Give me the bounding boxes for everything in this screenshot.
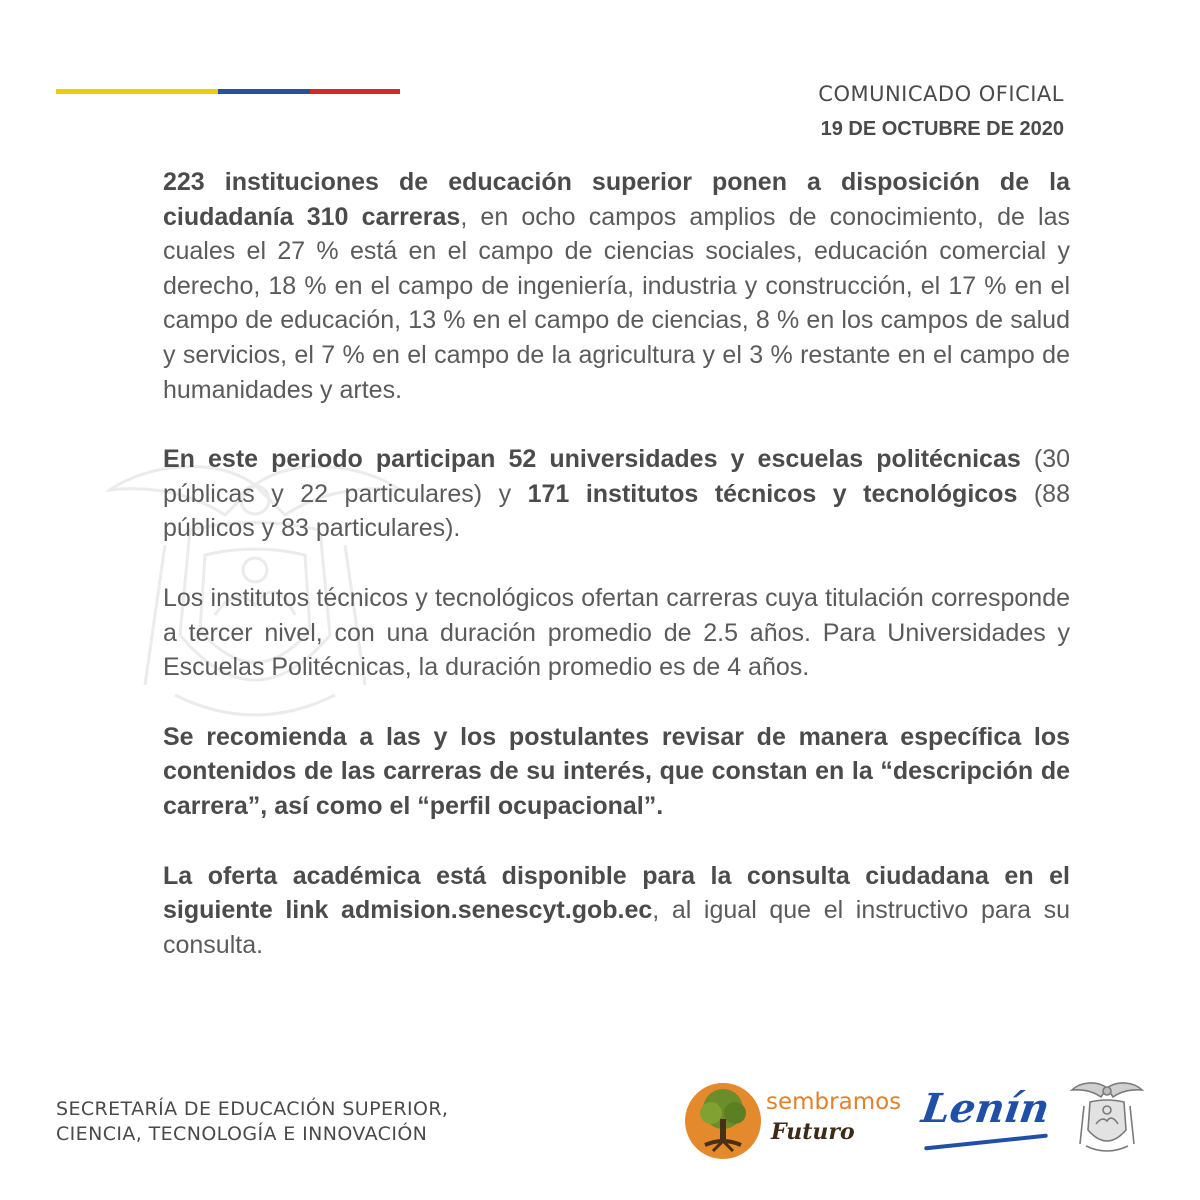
paragraph-4-bold: Se recomienda a las y los postulantes revisar de manera específica los contenidos de las carreras de su interés, que constan en la “descripción de carrera”, así como el “perfil ocupacional”. bbox=[163, 722, 1070, 820]
flag-color-bar bbox=[56, 89, 400, 94]
paragraph-1-bold: 223 instituciones de educación superior ponen a disposición de la ciudadanía 310 carreras bbox=[163, 168, 1070, 231]
lenin-logo: Lenín bbox=[918, 1085, 1053, 1132]
header-date: 19 DE OCTUBRE DE 2020 bbox=[820, 118, 1064, 140]
flag-red-segment bbox=[310, 89, 400, 94]
body-text bbox=[163, 165, 1070, 997]
paragraph-2-text-1: (30 públicas y 22 particulares) y bbox=[163, 445, 1070, 508]
paragraph-link bbox=[163, 859, 1070, 963]
flag-yellow-segment bbox=[56, 89, 218, 94]
paragraph-duration bbox=[163, 581, 1070, 685]
flag-blue-segment bbox=[218, 89, 310, 94]
paragraph-offer-summary bbox=[163, 165, 1070, 407]
futuro-text: Futuro bbox=[771, 1119, 855, 1145]
footer-org-line-2: CIENCIA, TECNOLOGÍA E INNOVACIÓN bbox=[56, 1123, 428, 1145]
coat-of-arms-icon bbox=[1070, 1078, 1144, 1158]
header-title: COMUNICADO OFICIAL bbox=[818, 82, 1064, 106]
footer-organization-name bbox=[56, 1097, 448, 1147]
footer-org-line-1: SECRETARÍA DE EDUCACIÓN SUPERIOR, bbox=[56, 1098, 449, 1120]
paragraph-1-text: , en ocho campos amplios de conocimiento, de las cuales el 27 % está en el campo de ciencias sociales, educación comercial y derecho, 18 % en el campo de ingeniería, industria y construcción, el 17 % en el campo de educación, 13 % en el campo de ciencias, 8 % en los campos de salud y servicios, el 7 % en el campo de la agricultura y el 3 % restante en el campo de humanidades y artes. bbox=[163, 202, 1070, 404]
paragraph-recommendation bbox=[163, 720, 1070, 824]
lenin-logo-underline bbox=[924, 1134, 1048, 1151]
paragraph-2-bold-1: En este periodo participan 52 universidades y escuelas politécnicas bbox=[163, 445, 1021, 474]
paragraph-2-text-2: (88 públicos y 83 particulares). bbox=[163, 479, 1070, 543]
paragraph-3-text: Los institutos técnicos y tecnológicos ofertan carreras cuya titulación corresponde a tercer nivel, con una duración promedio de 2.5 años. Para Universidades y Escuelas Politécnicas, la duración promedio es de 4 años. bbox=[163, 583, 1070, 682]
sembramos-text: sembramos bbox=[766, 1089, 902, 1115]
sembramos-futuro-logo bbox=[683, 1081, 913, 1161]
paragraph-5-text: , al igual que el instructivo para su consulta. bbox=[163, 896, 1070, 959]
tree-logo-icon bbox=[683, 1081, 763, 1161]
paragraph-participants bbox=[163, 442, 1070, 546]
paragraph-2-bold-2: 171 institutos técnicos y tecnológicos bbox=[527, 479, 1018, 508]
paragraph-5-bold: La oferta académica está disponible para la consulta ciudadana en el siguiente link admision.senescyt.gob.ec bbox=[163, 861, 1070, 925]
